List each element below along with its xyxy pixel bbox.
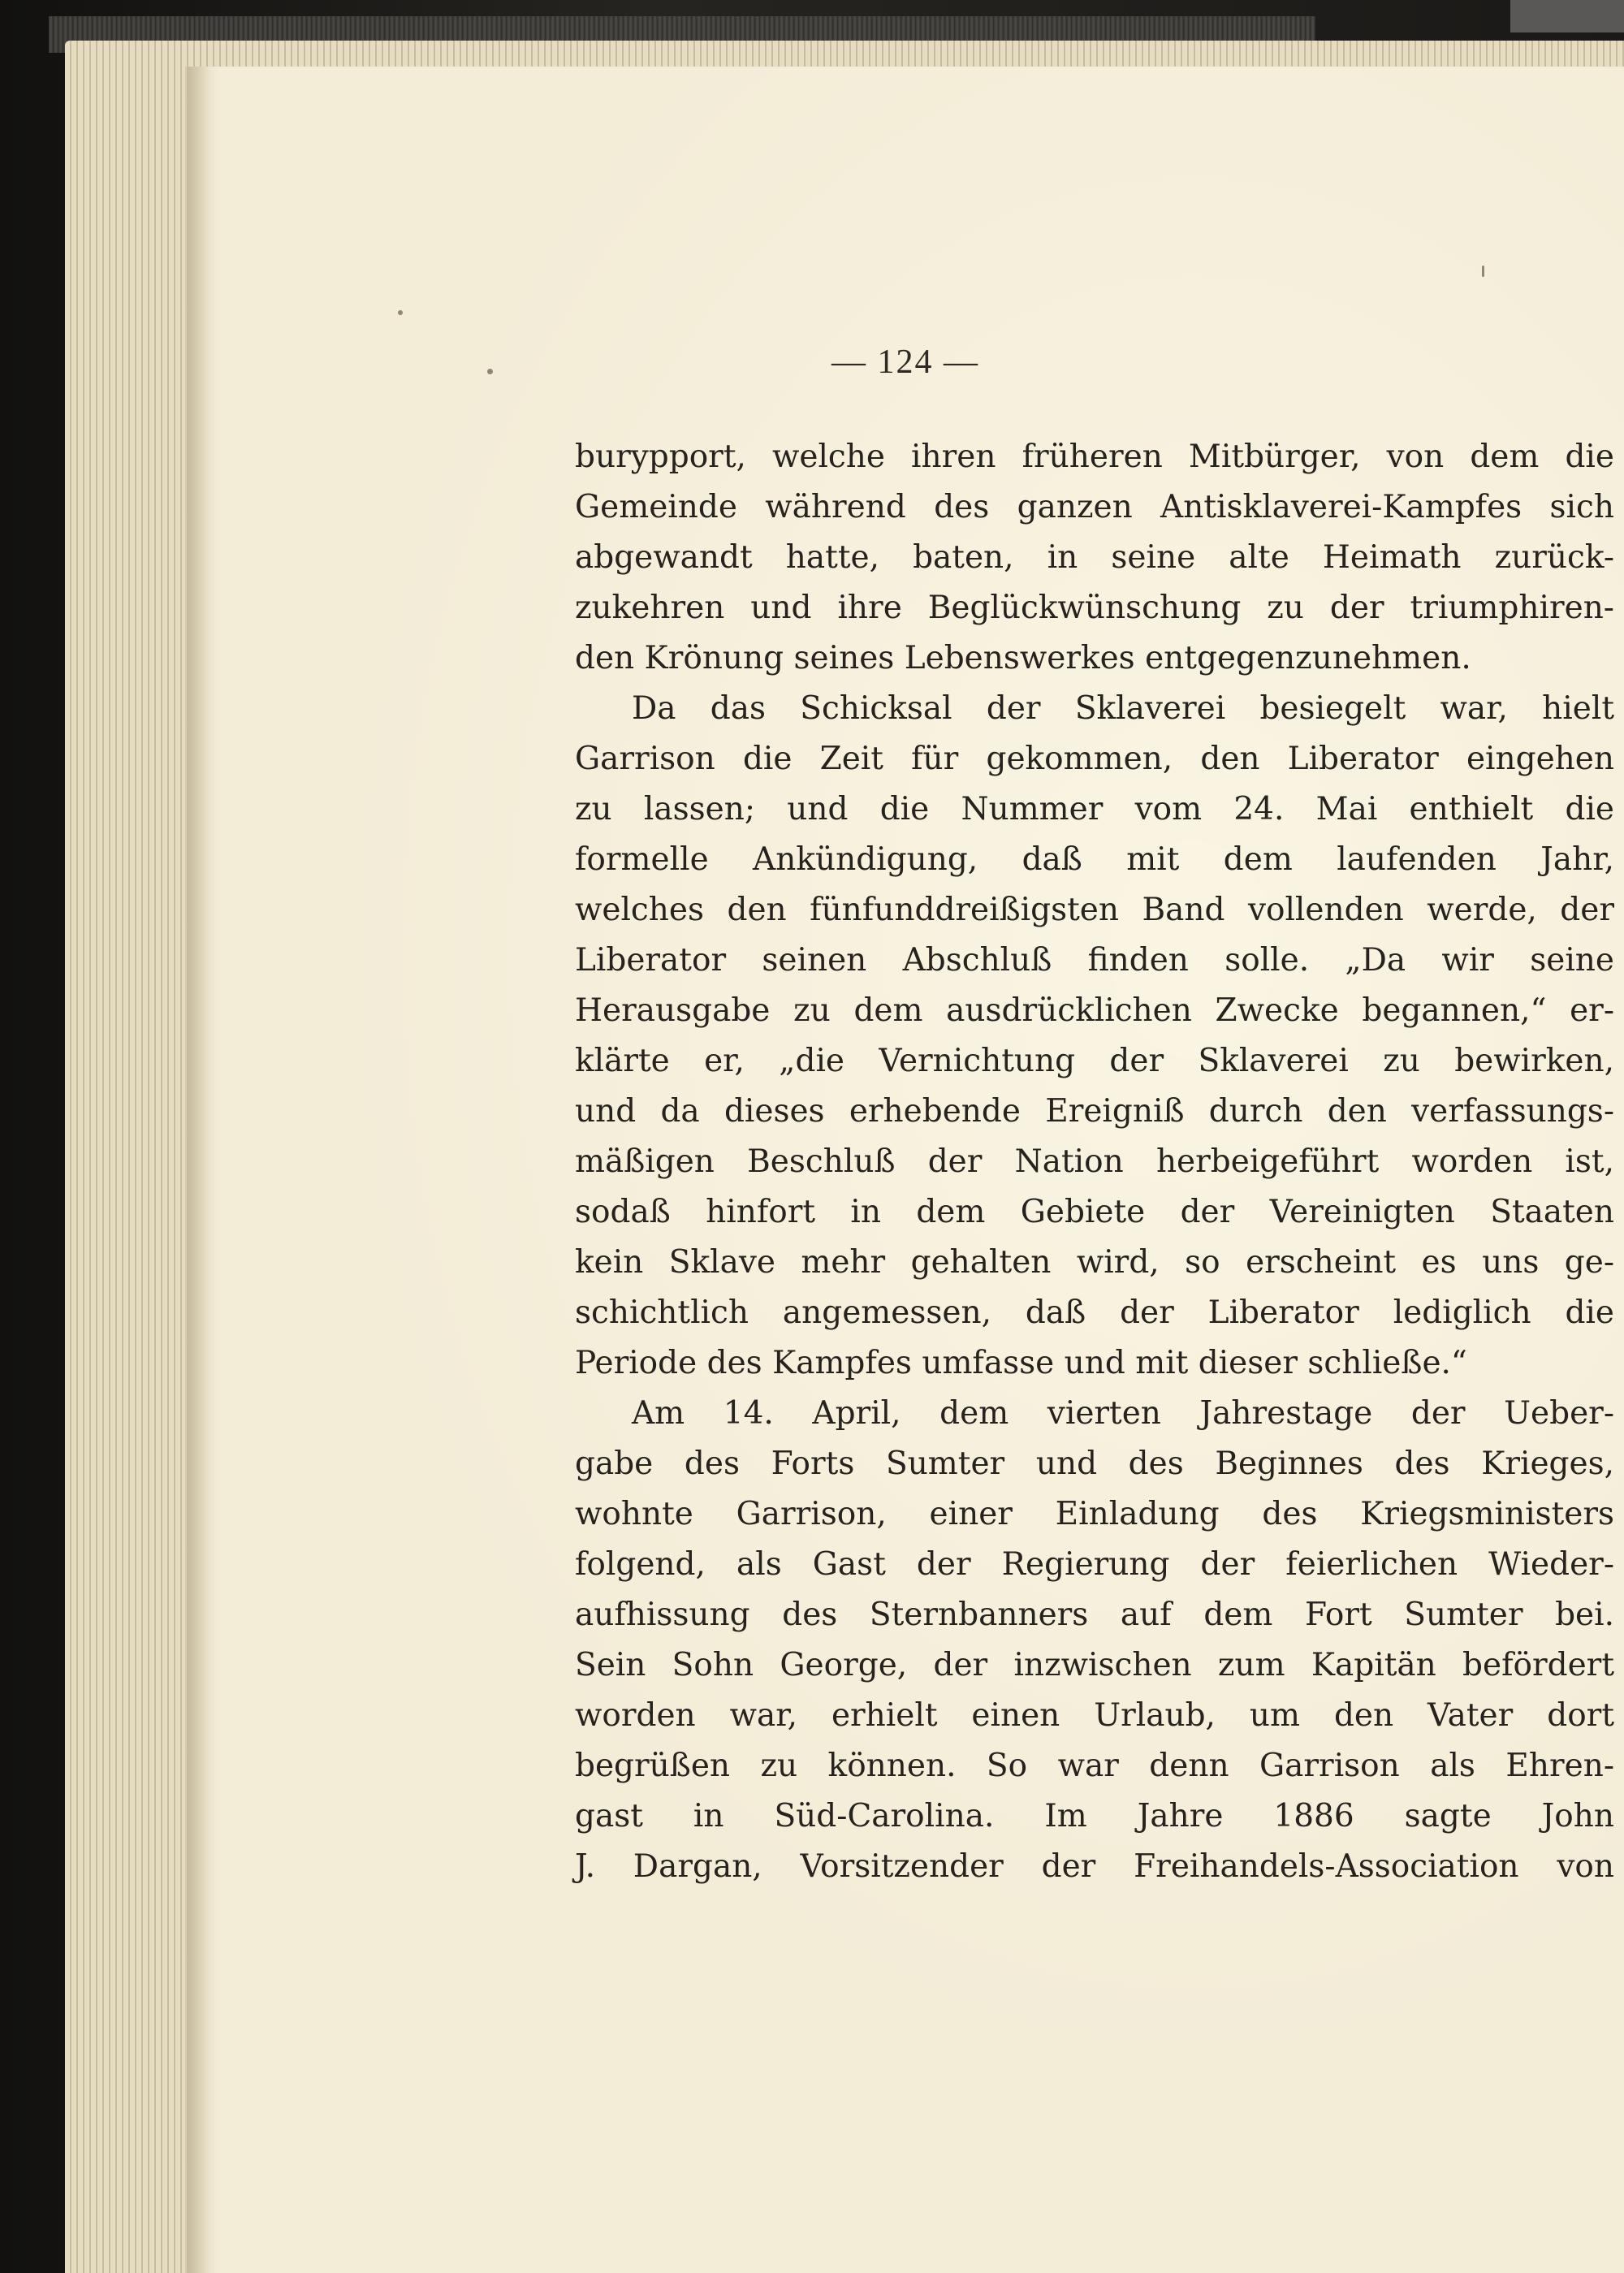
text-line: J. Dargan, Vorsitzender der Freihandels-Association von: [575, 1848, 1614, 1885]
book-page: [187, 67, 1624, 2273]
gutter-shadow: [187, 67, 211, 2273]
text-line: kein Sklave mehr gehalten wird, so erscheint es uns ge-: [575, 1244, 1614, 1281]
text-line: den Krönung seines Lebenswerkes entgegenzunehmen.: [575, 640, 1471, 676]
text-line: worden war, erhielt einen Urlaub, um den Vater dort: [575, 1697, 1614, 1734]
text-line: Sein Sohn George, der inzwischen zum Kapitän befördert: [575, 1647, 1614, 1683]
paper-speck: [1482, 266, 1484, 277]
text-line: und da dieses erhebende Ereigniß durch den verfassungs-: [575, 1093, 1614, 1130]
text-line: Herausgabe zu dem ausdrücklichen Zwecke begannen,“ er-: [575, 992, 1614, 1029]
text-line: klärte er, „die Vernichtung der Sklaverei zu bewirken,: [575, 1043, 1614, 1079]
text-line: Am 14. April, dem vierten Jahrestage der Ueber-: [632, 1395, 1614, 1432]
text-line: gabe des Forts Sumter und des Beginnes des Krieges,: [575, 1445, 1614, 1482]
text-line: burypport, welche ihren früheren Mitbürger, von dem die: [575, 439, 1614, 475]
page-number: — 124 —: [831, 344, 979, 381]
text-line: folgend, als Gast der Regierung der feierlichen Wieder-: [575, 1546, 1614, 1583]
paper-speck: [398, 310, 403, 315]
text-line: gast in Süd-Carolina. Im Jahre 1886 sagte John: [575, 1798, 1614, 1834]
text-line: formelle Ankündigung, daß mit dem laufenden Jahr,: [575, 841, 1614, 878]
text-line: wohnte Garrison, einer Einladung des Kriegsministers: [575, 1496, 1614, 1532]
corner-patch: [1510, 0, 1624, 32]
text-line: abgewandt hatte, baten, in seine alte Heimath zurück-: [575, 539, 1614, 576]
text-line: aufhissung des Sternbanners auf dem Fort Sumter bei.: [575, 1597, 1614, 1633]
text-line: begrüßen zu können. So war denn Garrison als Ehren-: [575, 1748, 1614, 1784]
text-line: schichtlich angemessen, daß der Liberator lediglich die: [575, 1294, 1614, 1331]
text-line: Da das Schicksal der Sklaverei besiegelt war, hielt: [632, 690, 1614, 727]
text-line: zu lassen; und die Nummer vom 24. Mai enthielt die: [575, 791, 1614, 828]
text-line: Gemeinde während des ganzen Antisklaverei-Kampfes sich: [575, 489, 1614, 525]
text-line: zukehren und ihre Beglückwünschung zu der triumphiren-: [575, 590, 1614, 626]
text-line: sodaß hinfort in dem Gebiete der Vereinigten Staaten: [575, 1194, 1614, 1230]
text-line: Garrison die Zeit für gekommen, den Liberator eingehen: [575, 741, 1614, 777]
text-line: Liberator seinen Abschluß finden solle. „Da wir seine: [575, 942, 1614, 979]
text-line: mäßigen Beschluß der Nation herbeigeführt worden ist,: [575, 1143, 1614, 1180]
text-line: welches den fünfunddreißigsten Band vollenden werde, der: [575, 892, 1614, 928]
text-line: Periode des Kampfes umfasse und mit dieser schließe.“: [575, 1345, 1467, 1381]
